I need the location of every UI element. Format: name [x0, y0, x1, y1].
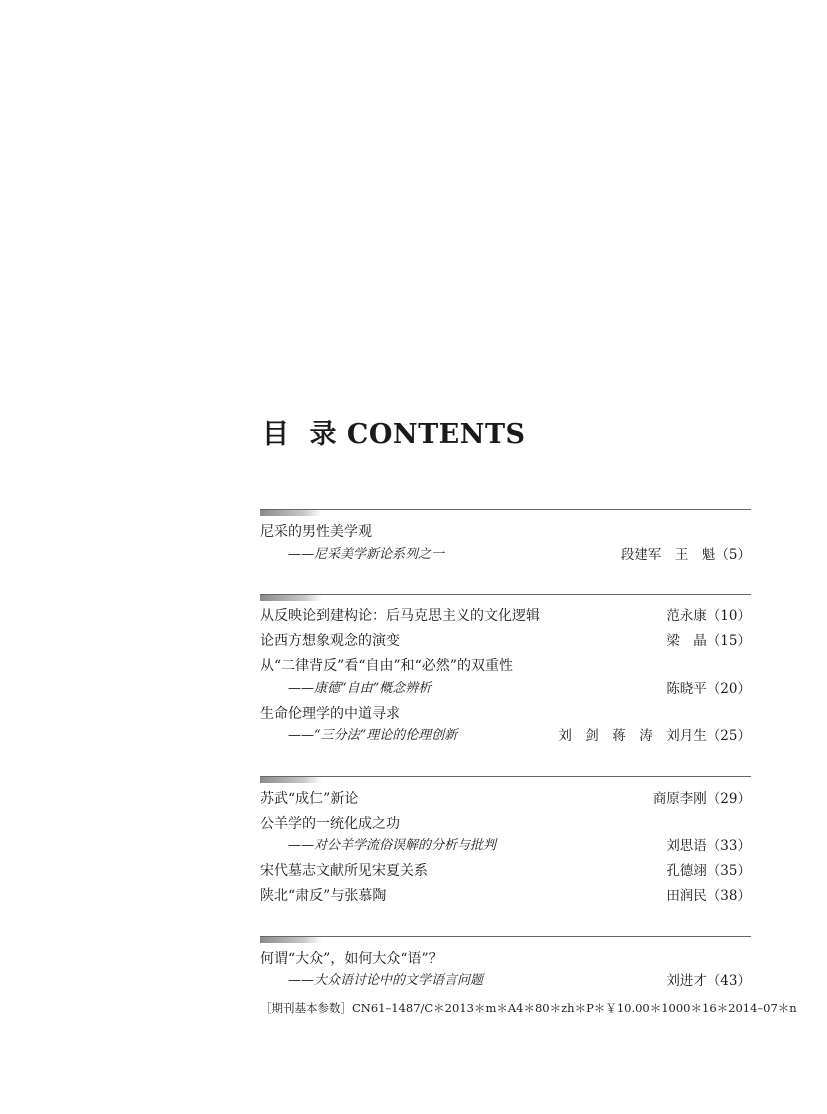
toc-heading [262, 412, 526, 451]
entry-author-page: 田润民（38） [666, 888, 751, 904]
entry-author-page: 范永康（10） [666, 608, 751, 624]
entry-title: 从“二律背反”看“自由”和“必然”的双重性 [260, 658, 513, 674]
entry-subtitle: ——“三分法”理论的伦理创新 [288, 728, 458, 743]
toc-entry[interactable] [260, 949, 751, 969]
toc-entry[interactable] [260, 814, 751, 834]
entry-title: 生命伦理学的中道寻求 [260, 706, 400, 722]
entry-author-page: 商原李刚（29） [652, 791, 751, 807]
toc-entry[interactable] [260, 522, 751, 542]
toc-entry[interactable] [260, 606, 751, 626]
entry-title: 从反映论到建构论：后马克思主义的文化逻辑 [260, 608, 540, 624]
entry-subtitle: ——大众语讨论中的文学语言问题 [288, 973, 484, 988]
toc-entry[interactable] [260, 861, 751, 881]
entry-author-page: 刘思语（33） [666, 838, 751, 854]
toc-entry[interactable] [260, 656, 751, 676]
entry-title: 宋代墓志文献所见宋夏关系 [260, 863, 428, 879]
section-divider [260, 936, 751, 944]
toc-entry[interactable] [260, 789, 751, 809]
toc-entry-subtitle[interactable] [260, 679, 751, 699]
section-divider [260, 509, 751, 517]
section-divider [260, 776, 751, 784]
entry-author-page: 陈晓平（20） [666, 681, 751, 697]
toc-heading-main: 目 [262, 419, 290, 450]
toc-entry[interactable] [260, 886, 751, 906]
entry-author-page: 梁 晶（15） [666, 633, 751, 649]
entry-subtitle: ——康德“自由”概念辨析 [288, 681, 432, 696]
toc-entry[interactable] [260, 631, 751, 651]
entry-title: 苏武“成仁”新论 [260, 791, 359, 807]
entry-author-page: 孔德翊（35） [666, 863, 751, 879]
entry-author-page: 刘 剑 蒋 涛 刘月生（25） [558, 728, 751, 744]
entry-subtitle: ——对公羊学流俗误解的分析与批判 [288, 838, 497, 853]
toc-entry-subtitle[interactable] [260, 971, 751, 991]
entry-title: 公羊学的一统化成之功 [260, 816, 400, 832]
entry-title: 尼采的男性美学观 [260, 524, 372, 540]
entry-title: 陕北“肃反”与张慕陶 [260, 888, 387, 904]
toc-entry[interactable] [260, 704, 751, 724]
entry-author-page: 刘进才（43） [666, 973, 751, 989]
toc-entry-subtitle[interactable] [260, 726, 751, 746]
entry-title: 何谓“大众”，如何大众“语”？ [260, 951, 443, 967]
journal-parameters: ［期刊基本参数］CN61–1487/C＊2013＊m＊A4＊80＊zh＊P＊￥10.00＊1000＊16＊2014–07＊n [260, 1001, 797, 1015]
toc-entry-subtitle[interactable] [260, 836, 751, 856]
toc-entry-subtitle[interactable] [260, 545, 751, 565]
entry-author-page: 段建军 王 魁（5） [620, 547, 751, 563]
section-divider [260, 594, 751, 602]
entry-subtitle: ——尼采美学新论系列之一 [288, 547, 445, 562]
entry-title: 论西方想象观念的演变 [260, 633, 400, 649]
toc-heading-sub: 录 CONTENTS [309, 419, 526, 450]
